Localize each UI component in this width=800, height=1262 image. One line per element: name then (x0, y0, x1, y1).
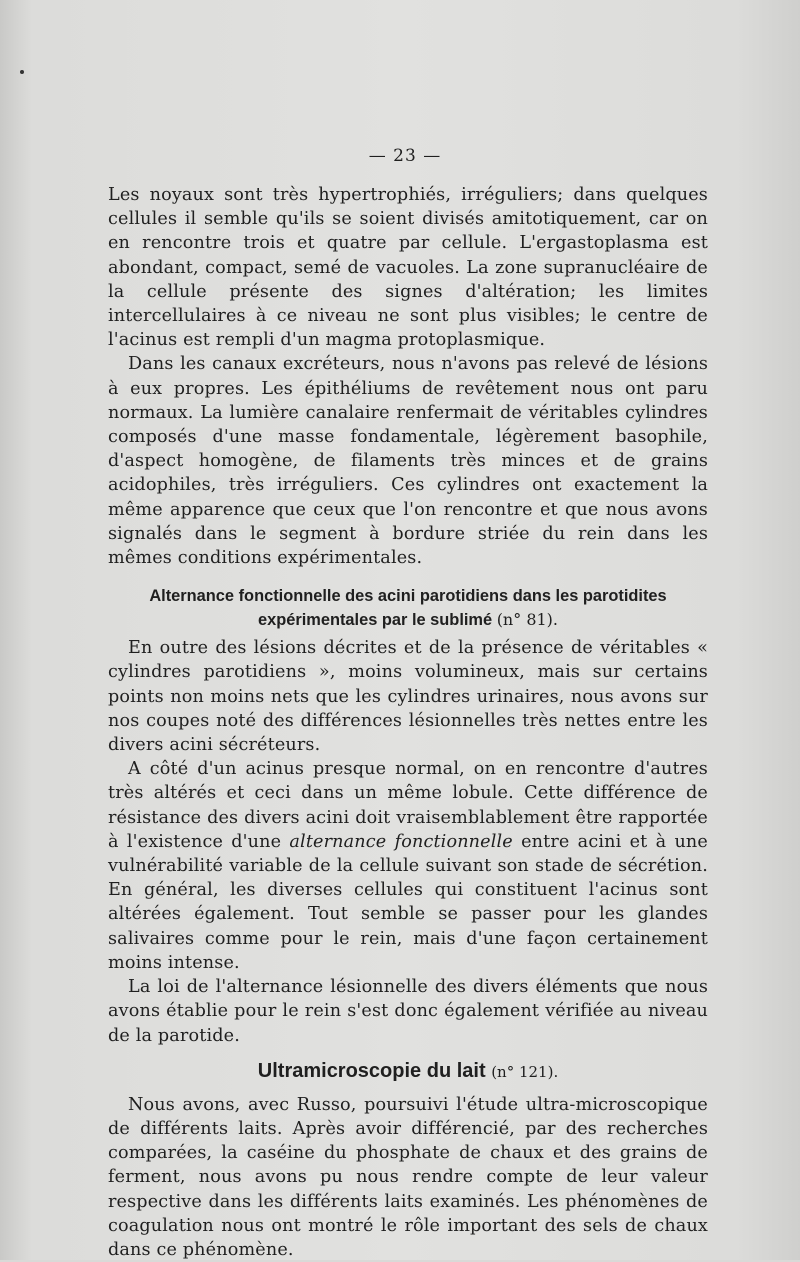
speck-mark (20, 70, 24, 74)
section-heading-ultramicroscopie-ref: (n° 121). (491, 1062, 559, 1081)
paragraph-acinus-text-a: A côté d'un acinus presque normal, on en rencontre d'autres très altérés et ceci dans un même lobule. Cette différence de résistance des divers acini doit vraisemblablement être rapportée à l'existence d'une (108, 759, 708, 852)
paragraph-acinus-comparison (108, 757, 708, 975)
paragraph-acinus-text-b: entre acini et à une vulnérabilité variable de la cellule suivant son stade de sécrétion. En général, les diverses cellules qui constituent l'acinus sont altérées également. Tout semble se passer pour les glandes salivaires comme pour le rein, mais d'une façon certainement moins intense. (108, 831, 708, 973)
section-heading-ultramicroscopie (108, 1058, 708, 1085)
paragraph-alternance-law: La loi de l'alternance lésionnelle des divers éléments que nous avons établie pour le rein s'est donc également vérifiée au niveau de la parotide. (108, 977, 708, 1046)
page-number: — 23 — (368, 146, 442, 166)
section-heading-alternance (108, 584, 708, 632)
paragraph-milk-study: Nous avons, avec Russo, poursuivi l'étude ultra-microscopique de différents laits. Après avoir différencié, par des recherches comparées, la caséine du phosphate de chaux et des grains de ferment, nous avons pu nous rendre compte de leur valeur respective dans les différents laits examinés. Les phénomènes de coagulation nous ont montré le rôle important des sels de chaux dans ce phénomène. (108, 1094, 708, 1260)
paragraph-acinus-emphasis: alternance fonctionnelle (289, 831, 513, 852)
section-heading-alternance-line1: Alternance fonctionnelle des acini parotidiens dans les parotidites (149, 587, 667, 606)
paragraph-nuclei: Les noyaux sont très hypertrophiés, irréguliers; dans quelques cellules il semble qu'ils se soient divisés amitotiquement, car on en rencontre trois et quatre par cellule. L'ergastoplasma est abondant, compact, semé de vacuoles. La zone supranucléaire de la cellule présente des signes d'altération; les limites intercellulaires à ce niveau ne sont plus visibles; le centre de l'acinus est rempli d'un magma protoplasmique. (108, 185, 708, 351)
section-heading-alternance-line2: expérimentales par le sublimé (257, 611, 493, 630)
section-heading-alternance-ref: (n° 81). (496, 610, 559, 630)
paragraph-excretory-ducts: Dans les canaux excréteurs, nous n'avons pas relevé de lésions à eux propres. Les épithéliums de revêtement nous ont paru normaux. La lumière canalaire renfermait de véritables cylindres composés d'une masse fondamentale, légèrement basophile, d'aspect homogène, de filaments très minces et de grains acidophiles, très irréguliers. Ces cylindres ont exactement la même apparence que ceux que l'on rencontre et que nous avons signalés dans le segment à bordure striée du rein dans les mêmes conditions expérimentales. (108, 354, 708, 569)
paragraph-parotid-cylinders: En outre des lésions décrites et de la présence de véritables « cylindres parotidiens », moins volumineux, mais sur certains points non moins nets que les cylindres urinaires, nous avons sur nos coupes noté des différences lésionnelles très nettes entre les divers acini sécréteurs. (108, 638, 708, 756)
page-body (108, 183, 708, 1262)
section-heading-ultramicroscopie-title: Ultramicroscopie du lait (257, 1059, 486, 1082)
